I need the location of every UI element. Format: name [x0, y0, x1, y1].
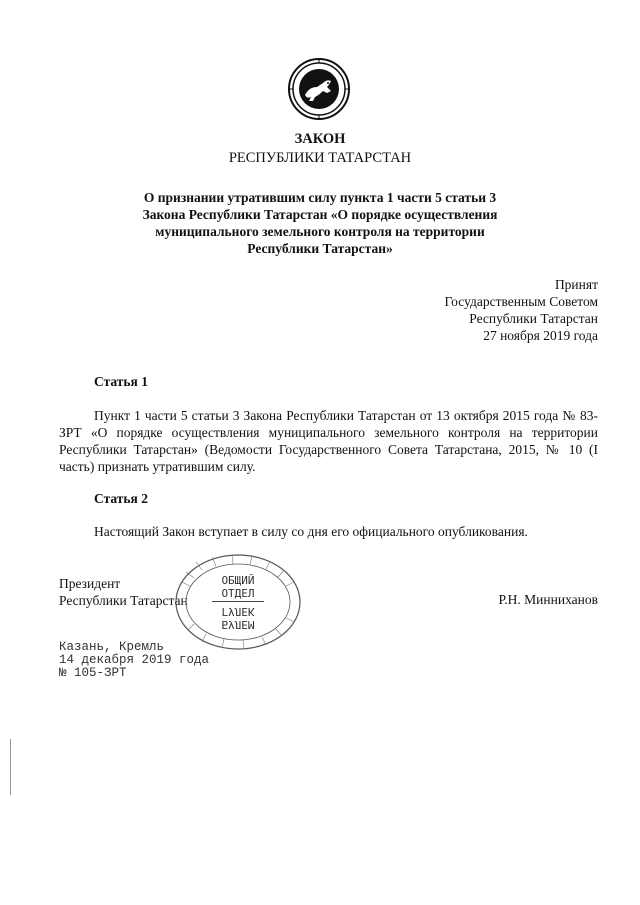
adoption-block: [445, 276, 598, 344]
stamp-line: ГУЛЕК: [221, 605, 255, 618]
subject-line: Закона Республики Татарстан «О порядке осуществления: [142, 207, 498, 222]
adoption-line: Принят: [554, 277, 598, 292]
subject-line: О признании утратившим силу пункта 1 части 5 статьи 3: [143, 190, 497, 205]
stamp-ring-icon: [172, 552, 304, 652]
adoption-line: Государственным Советом: [444, 294, 598, 309]
article-1-heading: Статья 1: [94, 374, 148, 389]
issuance-place: Казань, Кремль: [59, 640, 165, 654]
document-title: ЗАКОН: [294, 131, 346, 147]
law-subject: [96, 189, 544, 257]
signatory-position-line: Президент: [59, 576, 121, 591]
signatory-name: Р.Н. Минниханов: [498, 592, 598, 607]
stamp-line: БУЛЕМ: [221, 618, 255, 631]
article-1-text: Пункт 1 части 5 статьи 3 Закона Республики Татарстан от 13 октября 2015 года № 83-ЗРТ «О порядке осуществления муниципального земельного контроля на территории Республики Татарстан» (Ведомости Государственного Совета Татарстана, 2015, № 10 (I часть) признать утратившим силу.: [59, 408, 598, 474]
scan-margin-line: [10, 739, 11, 795]
issuance-date: 14 декабря 2019 года: [59, 653, 210, 667]
subject-line: Республики Татарстан»: [247, 241, 393, 256]
signatory-position-line: Республики Татарстан: [59, 593, 188, 608]
issuance-details: [59, 641, 209, 680]
document-issuer: РЕСПУБЛИКИ ТАТАРСТАН: [228, 150, 412, 166]
tatarstan-coat-of-arms-icon: [287, 57, 351, 121]
law-number: № 105-ЗРТ: [59, 666, 127, 680]
article-2-text: Настоящий Закон вступает в силу со дня его официального опубликования.: [94, 524, 528, 539]
subject-line: муниципального земельного контроля на территории: [155, 224, 485, 239]
stamp-line: ОБЩИЙ: [221, 574, 255, 587]
stamp-line: ОТДЕЛ: [221, 587, 255, 600]
adoption-line: Республики Татарстан: [469, 311, 598, 326]
official-stamp: [172, 552, 304, 652]
stamp-divider: [212, 601, 264, 602]
signatory-position: [59, 575, 188, 609]
adoption-date: 27 ноября 2019 года: [483, 328, 598, 343]
article-2-heading: Статья 2: [94, 491, 148, 506]
